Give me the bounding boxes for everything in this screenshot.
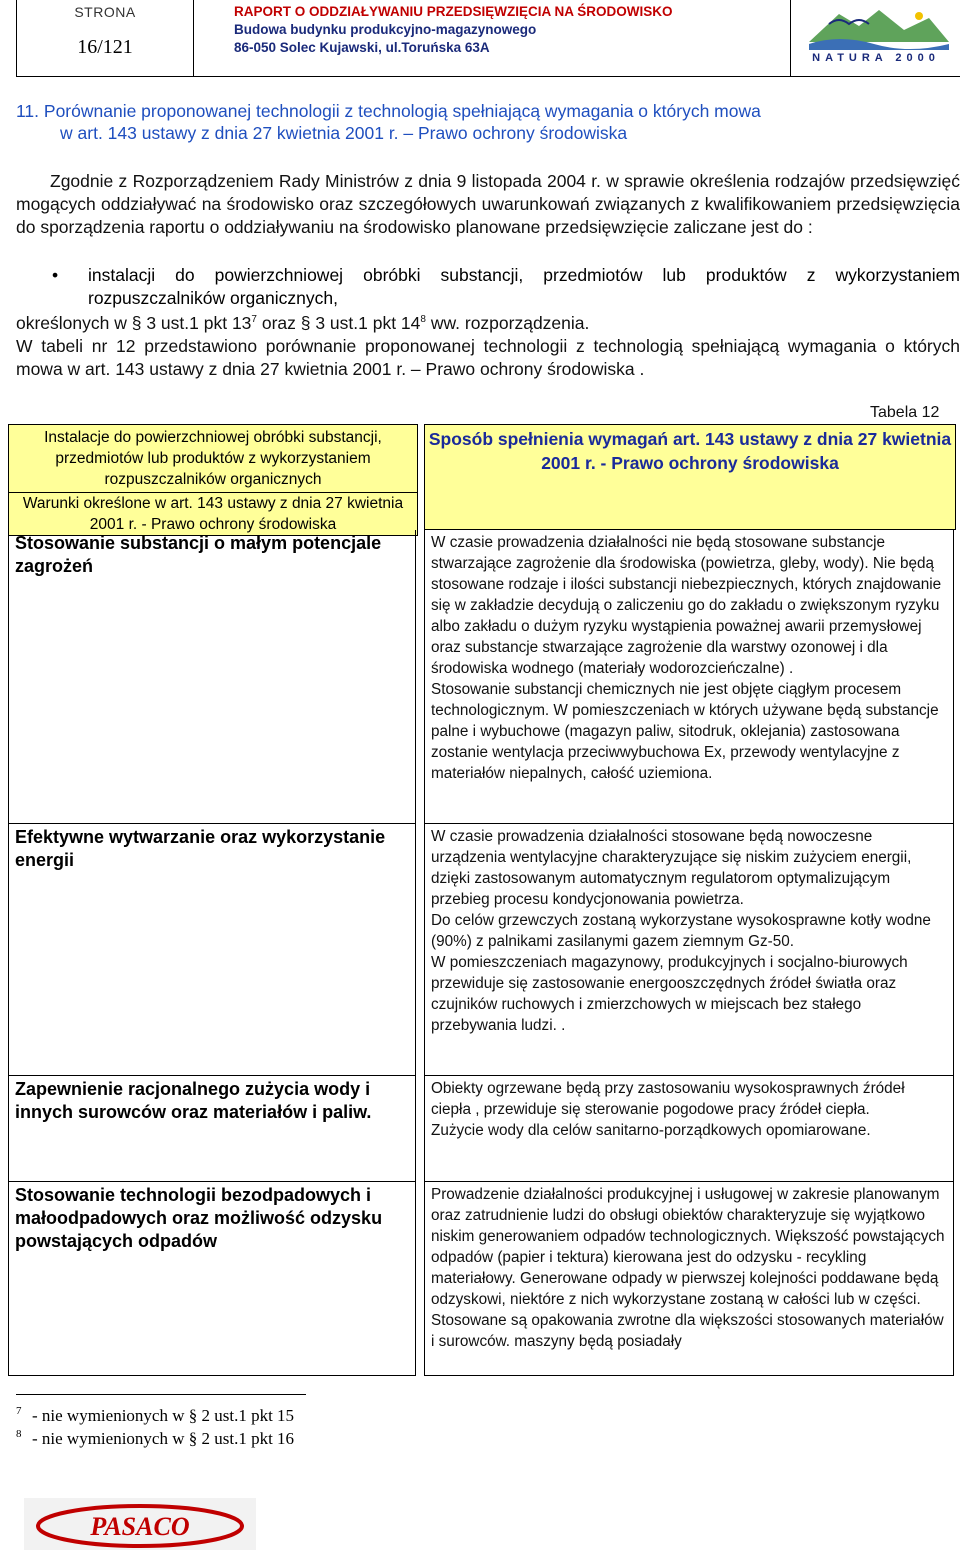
compliance-cell [424, 824, 954, 1076]
natura-2000-logo [790, 0, 960, 76]
ref-part-a: określonych w § 3 ust.1 pkt 13 [16, 313, 252, 333]
intro-paragraph [16, 170, 960, 239]
bullet-dot-icon: • [52, 265, 59, 285]
compliance-cell [424, 1182, 954, 1376]
page-number: 16/121 [77, 36, 133, 58]
section-title-line1: 11. Porównanie proponowanej technologii z technologią spełniającą wymagania o których mowa [16, 101, 761, 121]
footnote-ref-7[interactable]: 7 [251, 314, 257, 326]
compliance-text: Zużycie wody dla celów sanitarno-porządkowych opomiarowane. [431, 1122, 871, 1139]
report-title-block [194, 0, 790, 76]
table-header-left [8, 424, 418, 536]
condition-cell: Zapewnienie racjonalnego zużycia wody i innych surowców oraz materiałów i paliw. [8, 1076, 416, 1182]
compliance-text: W czasie prowadzenia działalności stosowane będą nowoczesne urządzenia wentylacyjne charakteryzujące się niskim zużyciem energii, dzięki zastosowanym automatycznym regulatorom optymalizującym przebieg procesu kondycjonowania powietrza. [431, 828, 912, 908]
footnote-number: 7 [16, 1405, 22, 1417]
condition-cell: Stosowanie substancji o małym potencjale zagrożeń [8, 530, 416, 824]
report-address: 86-050 Solec Kujawski, ul.Toruńska 63A [234, 40, 490, 55]
compliance-text: W pomieszczeniach magazynowy, produkcyjnych i socjalno-biurowych przewiduje się zastosowanie energooszczędnych źródeł światła oraz czujników ruchowych i zmierzchowych w miejscach bez stałego przebywania ludzi. . [431, 954, 908, 1034]
natura-logo-text: NATURA 2000 [812, 52, 940, 64]
footnote-8 [16, 1429, 294, 1449]
compliance-text: Obiekty ogrzewane będą przy zastosowaniu wysokosprawnych źródeł ciepła , przewiduje się sterowanie pogodowe pracy źródeł ciepła. [431, 1080, 905, 1118]
pasaco-logo [24, 1498, 256, 1555]
footnote-ref-8[interactable]: 8 [420, 314, 426, 326]
regulation-reference [16, 312, 960, 335]
table-header-right [424, 424, 956, 530]
bullet-text: instalacji do powierzchniowej obróbki substancji, przedmiotów lub produktów z wykorzystaniem rozpuszczalników organicznych, [88, 265, 960, 308]
report-subtitle: Budowa budynku produkcyjno-magazynowego [234, 22, 537, 37]
page-header [16, 0, 960, 77]
condition-cell: Stosowanie technologii bezodpadowych i małoodpadowych oraz możliwość odzysku powstających odpadów [8, 1182, 416, 1376]
footnote-7 [16, 1406, 294, 1426]
footnote-text: - nie wymienionych w § 2 ust.1 pkt 15 [32, 1406, 295, 1425]
reference-paragraph [16, 312, 960, 381]
intro-text: Zgodnie z Rozporządzeniem Rady Ministrów z dnia 9 listopada 2004 r. w sprawie określenia rodzajów przedsięwzięć mogących oddziaływać na środowisko oraz szczegółowych uwarunkowań związanych z kwalifikowaniem przedsięwzięcia do sporządzenia raportu o oddziaływaniu na środowisko planowane przedsięwzięcie zaliczane jest do : [16, 171, 960, 237]
footnote-separator [16, 1394, 306, 1395]
section-title-w: w [60, 123, 73, 143]
section-title [16, 100, 946, 144]
compliance-text: W czasie prowadzenia działalności nie będą stosowane substancje stwarzające zagrożenie dla środowiska (powietrza, gleby, wody). Nie będą stosowane rodzaje i ilości substancji niebezpiecznych, których znajdowanie się w zakładzie decydują o zaliczeniu go do zakładu o zwiększonym ryzyku albo zakładu o dużym ryzyku wystąpienia poważnej awarii przemysłowej oraz substancje stwarzające zagrożenie dla warstwy ozonowej i dla środowiska wodnego (materiały wodorozcieńczalne) . [431, 534, 942, 677]
footnote-number: 8 [16, 1428, 22, 1440]
table-intro-text: W tabeli nr 12 przedstawiono porównanie proponowanej technologii z technologią spełniającą wymagania o których mowa w art. 143 ustawy z dnia 27 kwietnia 2001 r. – Prawo ochrony środowiska . [16, 336, 960, 379]
section-title-line2: art. 143 ustawy z dnia 27 kwietnia 2001 r. – Prawo ochrony środowiska [77, 123, 628, 143]
header-conditions: Warunki określone w art. 143 ustawy z dnia 27 kwietnia 2001 r. - Prawo ochrony środowiska [22, 495, 404, 533]
page-info-cell [17, 0, 194, 76]
header-installation-type: Instalacje do powierzchniowej obróbki substancji, przedmiotów lub produktów z wykorzystaniem rozpuszczalników organicznych [9, 425, 417, 493]
ref-part-b: oraz § 3 ust.1 pkt 14 [256, 313, 421, 333]
ref-part-c: ww. rozporządzenia. [425, 313, 590, 333]
compliance-text: Prowadzenie działalności produkcyjnej i usługowej w zakresie planowanym oraz zatrudnienie ludzi do obsługi obiektów charakteryzuje się wyjątkowo niskim generowaniem odpadów technologicznych. Większość powstających odpadów (papier i tektura) kierowana jest do odzysku - recykling materiałowy. Generowane odpady w pierwszej kolejności poddawane będą odzyskowi, niektóre z nich wykorzystane zostaną w całości lub w części. Stosowane są opakowania zwrotne dla większości stosowanych materiałów i surowców. maszyny będą posiadały [431, 1186, 945, 1350]
compliance-cell [424, 1076, 954, 1182]
footnote-text: - nie wymienionych w § 2 ust.1 pkt 16 [32, 1429, 295, 1448]
compliance-cell [424, 530, 954, 824]
header-method-of-compliance: Sposób spełnienia wymagań art. 143 ustawy z dnia 27 kwietnia 2001 r. - Prawo ochrony środowiska [428, 429, 952, 473]
strona-label: STRONA [74, 4, 136, 20]
svg-text:PASACO: PASACO [90, 1512, 190, 1541]
natura-logo-graphic-icon [799, 4, 953, 54]
table-caption: Tabela 12 [870, 404, 940, 421]
report-title: RAPORT O ODDZIAŁYWANIU PRZEDSIĘWZIĘCIA NA ŚRODOWISKO [234, 4, 673, 19]
compliance-text: Stosowanie substancji chemicznych nie jest objęte ciągłym procesem technologicznym. W pomieszczeniach w których używane będą substancje palne i wybuchowe (magazyn paliw, sitodruk, oklejania) zastosowana zostanie wentylacja przeciwwybuchowa Ex, przewody wentylacyjne z materiałów niepalnych, całość uziemiona. [431, 681, 939, 782]
pasaco-logo-icon [24, 1498, 256, 1550]
bullet-item [16, 264, 960, 310]
condition-cell: Efektywne wytwarzanie oraz wykorzystanie energii [8, 824, 416, 1076]
compliance-text: Do celów grzewczych zostaną wykorzystane wysokosprawne kotły wodne (90%) z palnikami zasilanymi gazem ziemnym Gz-50. [431, 912, 931, 950]
